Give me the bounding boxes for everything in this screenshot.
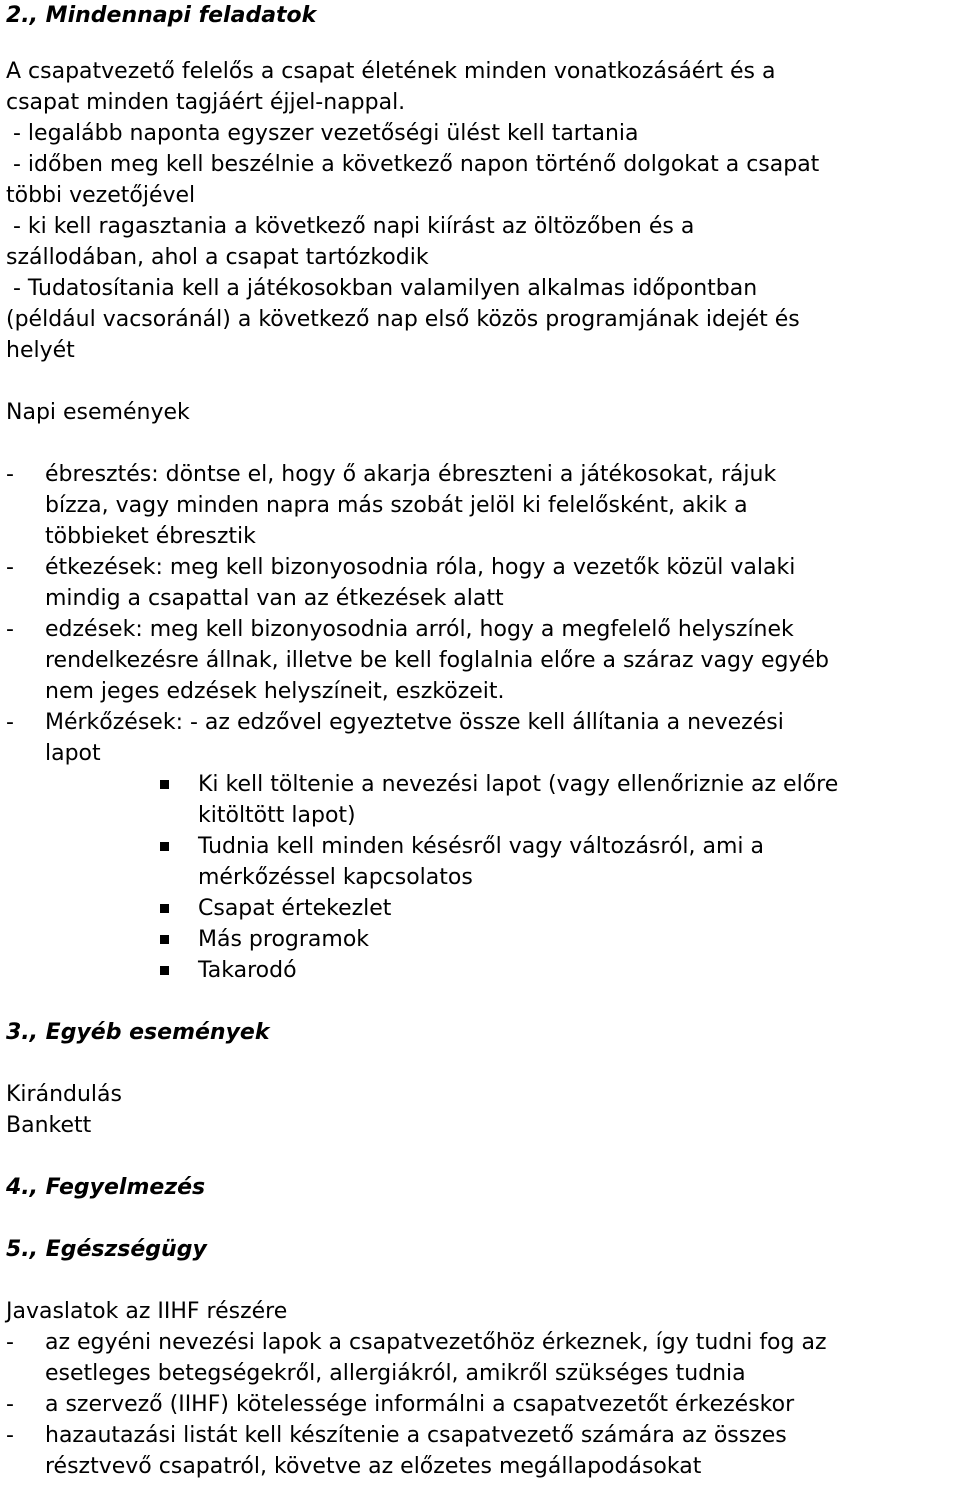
- duty-line: helyét: [6, 338, 75, 363]
- list-item: [6, 614, 960, 707]
- list-item-text: az egyéni nevezési lapok a csapatvezetőhöz érkeznek, így tudni fog az: [45, 1330, 827, 1355]
- list-item-text: Takarodó: [198, 958, 297, 983]
- list-item-text: ébresztés: döntse el, hogy ő akarja ébreszteni a játékosokat, rájuk: [45, 462, 777, 487]
- section-5-heading: 5., Egészségügy: [6, 1237, 207, 1262]
- iihf-subtitle: Javaslatok az IIHF részére: [6, 1299, 288, 1324]
- list-item-text: esetleges betegségekről, allergiákról, amikről szükséges tudnia: [45, 1361, 746, 1386]
- dash-marker: -: [6, 710, 14, 735]
- list-item: [6, 893, 960, 924]
- daily-events-list: [6, 459, 960, 769]
- list-item-text: Tudnia kell minden késésről vagy változásról, ami a: [198, 834, 765, 859]
- list-item: [6, 769, 960, 831]
- list-item-text: Más programok: [198, 927, 370, 952]
- list-item-text: a szervező (IIHF) kötelessége informálni a csapatvezetőt érkezéskor: [45, 1392, 795, 1417]
- spacer: [6, 986, 960, 1017]
- list-item: [6, 924, 960, 955]
- list-item: [6, 707, 960, 769]
- list-item-text: mindig a csapattal van az étkezések alatt: [45, 586, 504, 611]
- list-item: [6, 1327, 960, 1389]
- duty-line: (például vacsoránál) a következő nap első közös programjának idejét és: [6, 307, 800, 332]
- list-item-text: mérkőzéssel kapcsolatos: [198, 865, 473, 890]
- match-tasks-list: [6, 769, 960, 986]
- list-item: [6, 1389, 960, 1420]
- duty-line: - időben meg kell beszélnie a következő napon történő dolgokat a csapat: [6, 152, 820, 177]
- square-bullet-icon: [160, 935, 169, 944]
- intro-line: A csapatvezető felelős a csapat életének minden vonatkozásáért és a: [6, 59, 776, 84]
- dash-marker: -: [6, 462, 14, 487]
- square-bullet-icon: [160, 842, 169, 851]
- section-3-heading: 3., Egyéb események: [6, 1020, 270, 1045]
- list-item-text: bízza, vagy minden napra más szobát jelöl ki felelősként, akik a: [45, 493, 748, 518]
- spacer: [6, 1141, 960, 1172]
- list-item-text: étkezések: meg kell bizonyosodnia róla, hogy a vezetők közül valaki: [45, 555, 796, 580]
- list-item: [6, 831, 960, 893]
- dash-marker: -: [6, 1330, 14, 1355]
- square-bullet-icon: [160, 780, 169, 789]
- square-bullet-icon: [160, 966, 169, 975]
- event-item: Kirándulás: [6, 1082, 122, 1107]
- dash-marker: -: [6, 555, 14, 580]
- list-item-text: edzések: meg kell bizonyosodnia arról, hogy a megfelelő helyszínek: [45, 617, 794, 642]
- section-4-heading: 4., Fegyelmezés: [6, 1175, 206, 1200]
- event-item: Bankett: [6, 1113, 92, 1138]
- iihf-recommendations-list: [6, 1327, 960, 1482]
- spacer: [6, 1048, 960, 1079]
- list-item-text: résztvevő csapatról, követve az előzetes megállapodásokat: [45, 1454, 702, 1479]
- spacer: [6, 1203, 960, 1234]
- list-item-text: Ki kell töltenie a nevezési lapot (vagy ellenőriznie az előre: [198, 772, 839, 797]
- list-item-text: nem jeges edzések helyszíneit, eszközeit.: [45, 679, 505, 704]
- list-item: [6, 1420, 960, 1482]
- dash-marker: -: [6, 1423, 14, 1448]
- list-item-text: rendelkezésre állnak, illetve be kell foglalnia előre a száraz vagy egyéb: [45, 648, 830, 673]
- list-item: [6, 552, 960, 614]
- section-2-heading: 2., Mindennapi feladatok: [6, 3, 317, 28]
- list-item-text: Mérkőzések: - az edzővel egyeztetve össze kell állítania a nevezési: [45, 710, 784, 735]
- dash-marker: -: [6, 1392, 14, 1417]
- duty-line: - ki kell ragasztania a következő napi kiírást az öltözőben és a: [6, 214, 695, 239]
- list-item-text: hazautazási listát kell készítenie a csapatvezető számára az összes: [45, 1423, 787, 1448]
- intro-line: csapat minden tagjáért éjjel-nappal.: [6, 90, 406, 115]
- list-item-text: Csapat értekezlet: [198, 896, 392, 921]
- square-bullet-icon: [160, 904, 169, 913]
- list-item-text: többieket ébresztik: [45, 524, 256, 549]
- list-item-text: kitöltött lapot): [198, 803, 356, 828]
- duty-line: - legalább naponta egyszer vezetőségi ülést kell tartania: [6, 121, 639, 146]
- spacer: [6, 1265, 960, 1296]
- duty-line: többi vezetőjével: [6, 183, 196, 208]
- duty-line: szállodában, ahol a csapat tartózkodik: [6, 245, 429, 270]
- spacer: [6, 31, 960, 56]
- spacer: [6, 428, 960, 459]
- dash-marker: -: [6, 617, 14, 642]
- list-item: [6, 955, 960, 986]
- list-item: [6, 459, 960, 552]
- spacer: [6, 366, 960, 397]
- list-item-text: lapot: [45, 741, 101, 766]
- duty-line: - Tudatosítania kell a játékosokban valamilyen alkalmas időpontban: [6, 276, 758, 301]
- daily-events-title: Napi események: [6, 400, 190, 425]
